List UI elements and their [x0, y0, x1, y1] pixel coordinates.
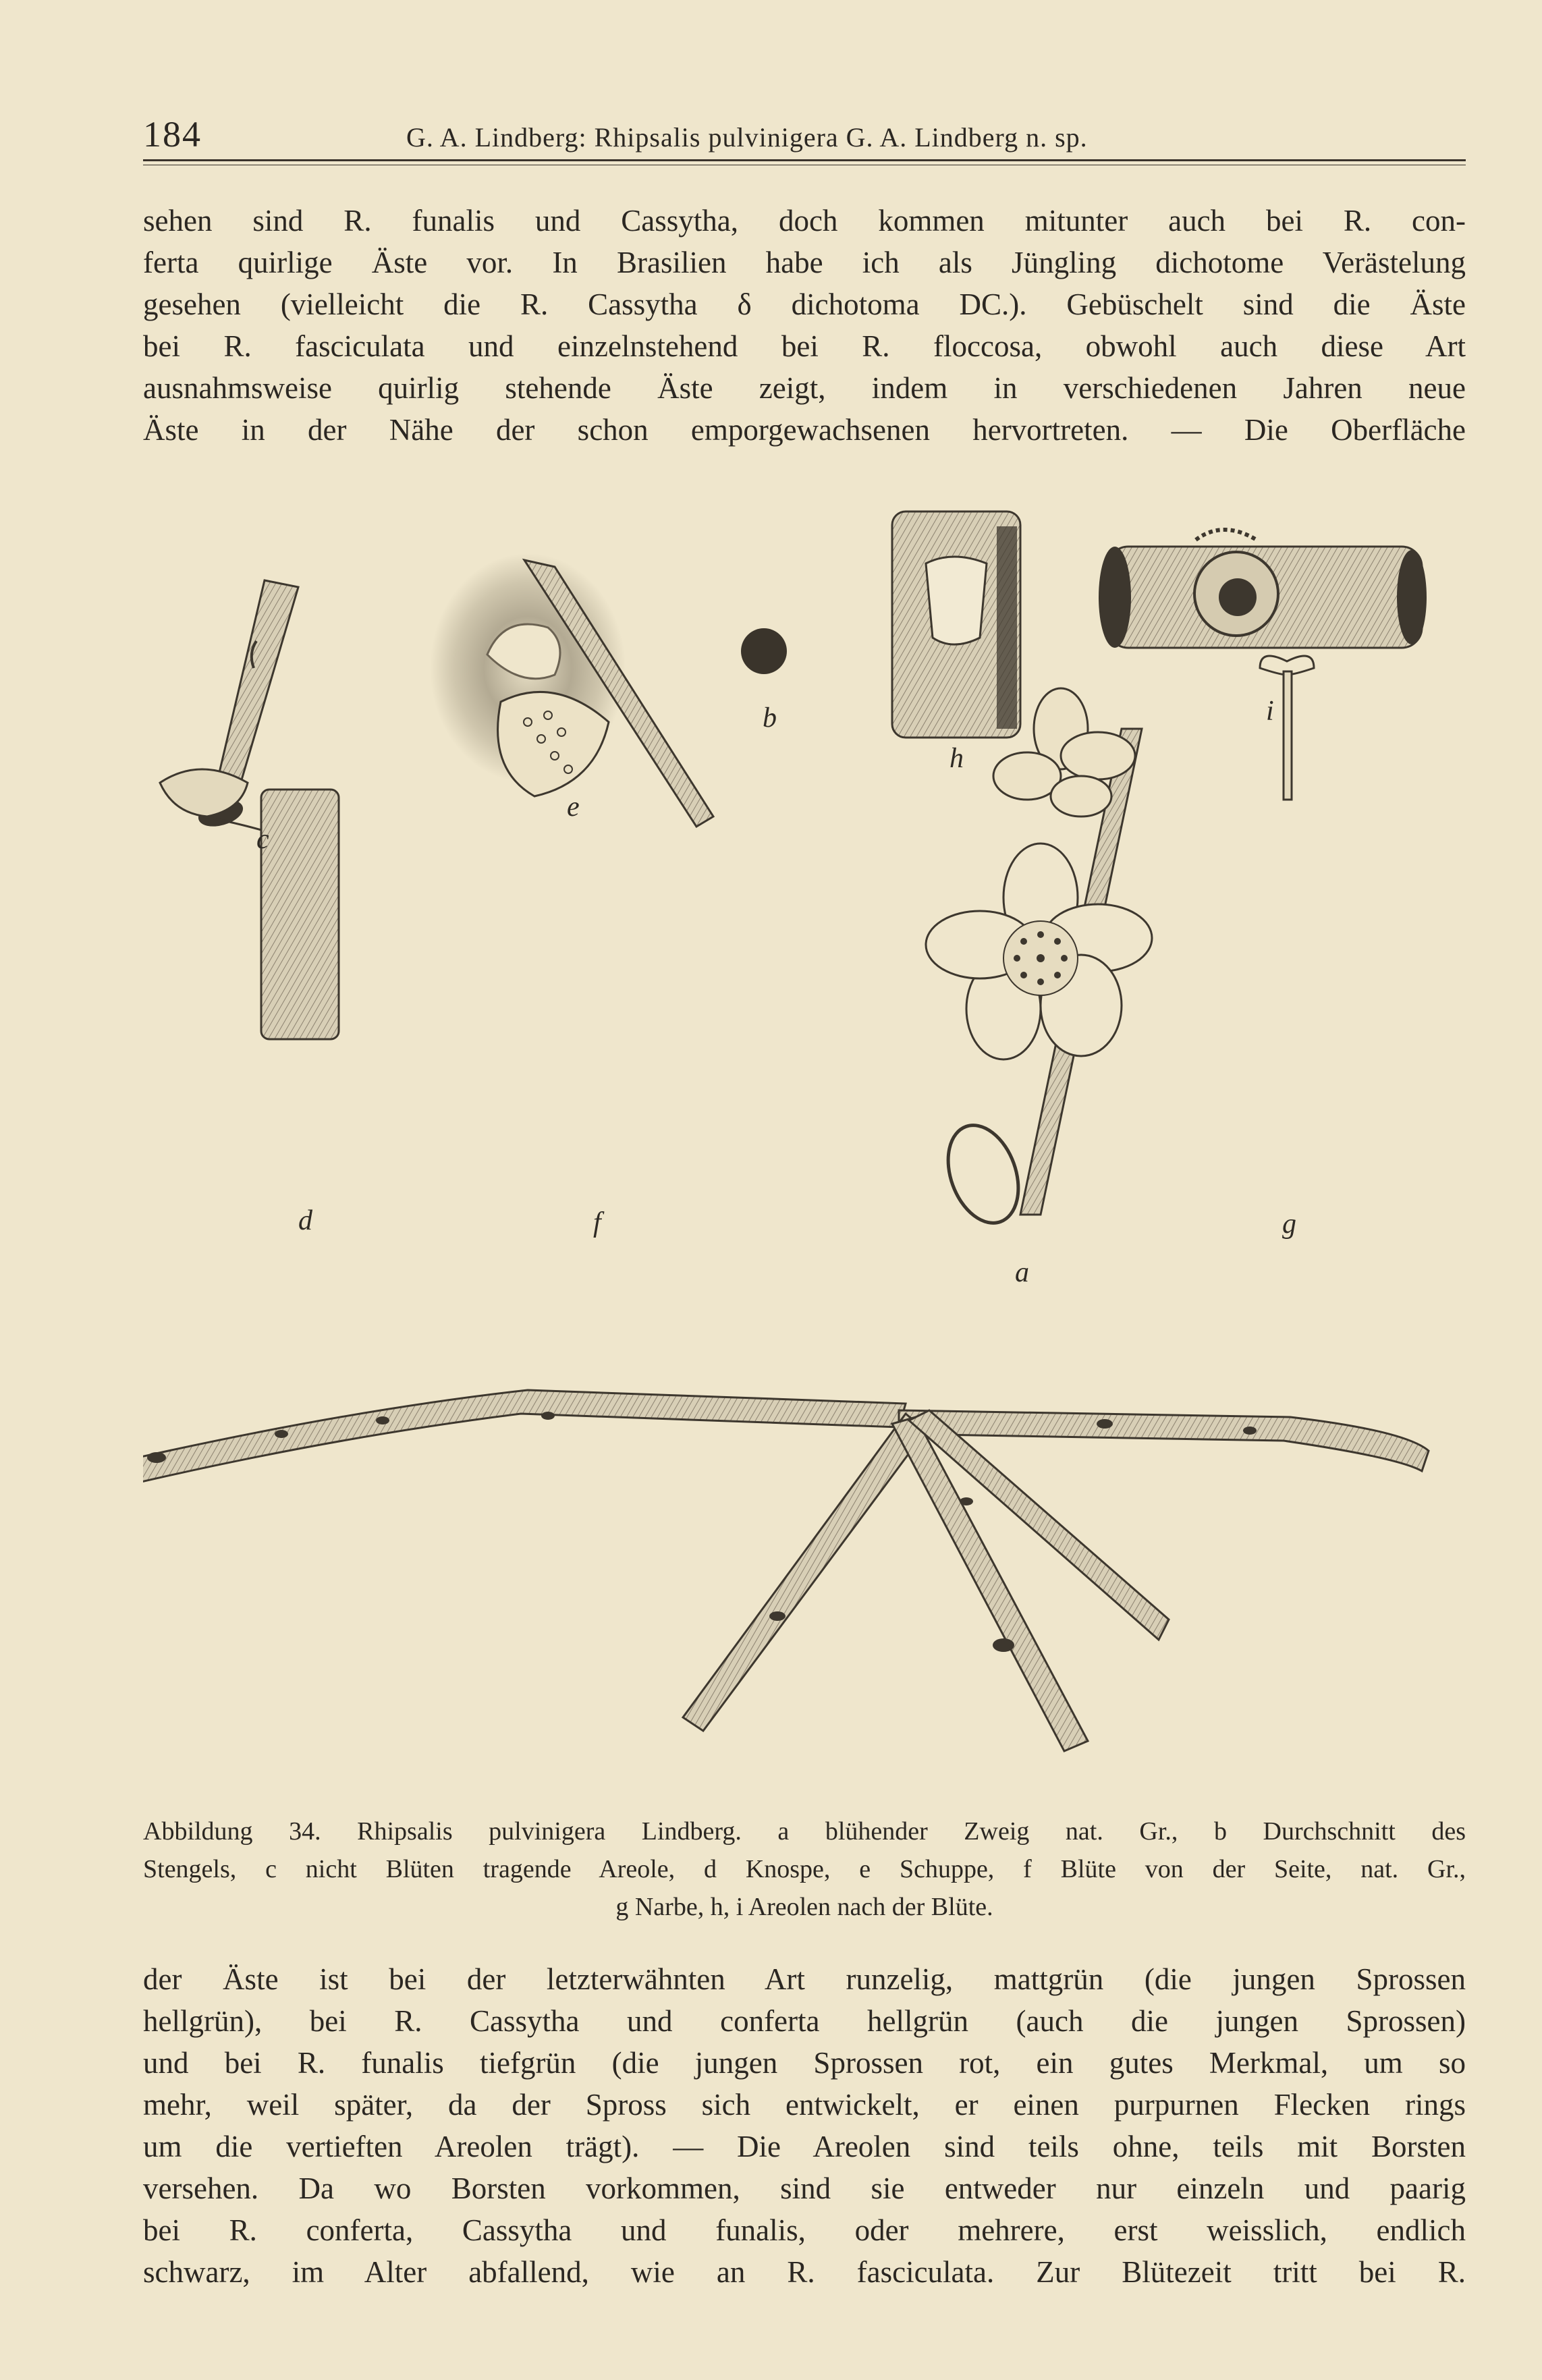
- label-e: e: [567, 792, 580, 823]
- figure-g-stigma: [1260, 656, 1314, 800]
- label-h: h: [949, 743, 964, 774]
- text-line: sehen sind R. funalis und Cassytha, doch kommen mitunter auch bei R. con-: [143, 204, 1466, 238]
- top-paragraph: [143, 200, 1466, 451]
- caption-line: Stengels, c nicht Blüten tragende Areole, d Knospe, e Schuppe, f Blüte von der Seite, nat. Gr.,: [143, 1855, 1466, 1883]
- text-line: bei R. fasciculata und einzelnstehend bei R. floccosa, obwohl auch diese Art: [143, 329, 1466, 363]
- page-number: 184: [143, 114, 202, 155]
- text-line: gesehen (vielleicht die R. Cassytha δ dichotoma DC.). Gebüschelt sind die Äste: [143, 287, 1466, 321]
- running-title: G. A. Lindberg: Rhipsalis pulvinigera G. A. Lindberg n. sp.: [406, 122, 1088, 153]
- figure-h-areole: [892, 511, 1020, 738]
- text-line: hellgrün), bei R. Cassytha und conferta hellgrün (auch die jungen Sprossen): [143, 2004, 1466, 2038]
- text-line: schwarz, im Alter abfallend, wie an R. fasciculata. Zur Blütezeit tritt bei R.: [143, 2255, 1466, 2289]
- figure-i-areole: [1099, 530, 1427, 648]
- text-line: der Äste ist bei der letzterwähnten Art runzelig, mattgrün (die jungen Sprossen: [143, 1962, 1466, 1996]
- label-b: b: [763, 702, 777, 734]
- header-rule: [143, 159, 1466, 161]
- bottom-paragraph: [143, 1958, 1466, 2293]
- text-line: ferta quirlige Äste vor. In Brasilien habe ich als Jüngling dichotome Verästelung: [143, 246, 1466, 279]
- label-d: d: [298, 1205, 312, 1236]
- figure-caption: [143, 1812, 1466, 1926]
- label-f: f: [593, 1207, 601, 1238]
- text-line: bei R. conferta, Cassytha und funalis, oder mehrere, erst weisslich, endlich: [143, 2213, 1466, 2247]
- figure-b-cross-section: [741, 628, 787, 674]
- label-g: g: [1282, 1209, 1296, 1240]
- botanical-figure: [143, 499, 1466, 1795]
- text-line: um die vertieften Areolen trägt). — Die Areolen sind teils ohne, teils mit Borsten: [143, 2130, 1466, 2163]
- label-a: a: [1015, 1257, 1029, 1288]
- text-line: ausnahmsweise quirlig stehende Äste zeigt, indem in verschiedenen Jahren neue: [143, 371, 1466, 405]
- caption-line: Abbildung 34. Rhipsalis pulvinigera Lindberg. a blühender Zweig nat. Gr., b Durchschnitt des: [143, 1817, 1466, 1846]
- figure-drawing: [143, 499, 1466, 1795]
- text-line: und bei R. funalis tiefgrün (die jungen Sprossen rot, ein gutes Merkmal, um so: [143, 2046, 1466, 2080]
- text-line: mehr, weil später, da der Spross sich entwickelt, er einen purpurnen Flecken rings: [143, 2088, 1466, 2122]
- label-i: i: [1266, 696, 1274, 727]
- caption-line: g Narbe, h, i Areolen nach der Blüte.: [615, 1893, 993, 1921]
- text-line: Äste in der Nähe der schon emporgewachsenen hervortreten. — Die Oberfläche: [143, 413, 1466, 447]
- page-header: [143, 108, 1466, 155]
- text-line: versehen. Da wo Borsten vorkommen, sind sie entweder nur einzeln und paarig: [143, 2171, 1466, 2205]
- label-c: c: [256, 824, 269, 855]
- figure-d-bud: [160, 769, 339, 1039]
